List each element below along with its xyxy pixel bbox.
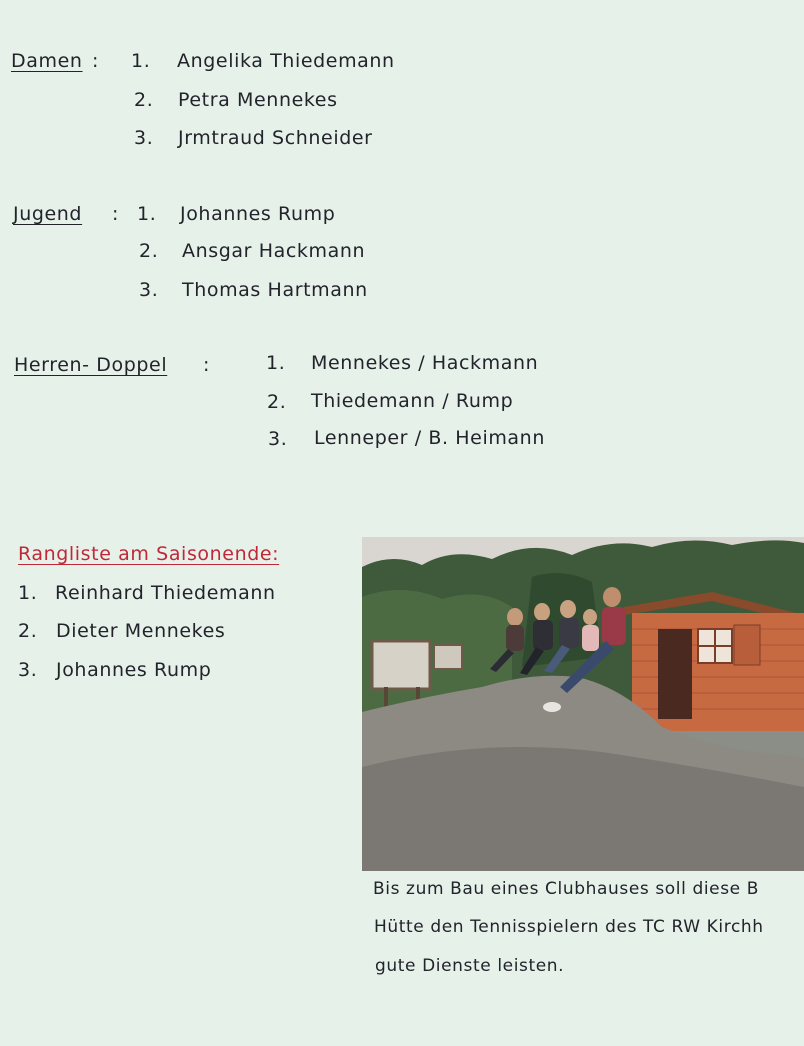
jugend-name-2: Ansgar Hackmann — [182, 240, 366, 262]
jugend-name-1: Johannes Rump — [180, 203, 336, 225]
herren-doppel-rank-2: 2. — [267, 391, 287, 413]
rangliste-heading: Rangliste am Saisonende: — [18, 543, 280, 565]
herren-doppel-rank-1: 1. — [266, 352, 286, 374]
damen-rank-3: 3. — [134, 127, 154, 149]
photo-caption-line-1: Bis zum Bau eines Clubhauses soll diese B — [373, 879, 760, 899]
damen-heading: Damen — [11, 50, 83, 72]
herren-doppel-heading: Herren- Doppel — [14, 354, 168, 376]
damen-rank-2: 2. — [134, 89, 154, 111]
photo-caption-line-2: Hütte den Tennisspielern des TC RW Kirchh — [374, 917, 764, 937]
herren-doppel-rank-3: 3. — [268, 428, 288, 450]
damen-name-2: Petra Mennekes — [178, 89, 338, 111]
rangliste-name-3: Johannes Rump — [56, 659, 212, 681]
jugend-name-3: Thomas Hartmann — [182, 279, 368, 301]
photo-illustration — [362, 537, 804, 871]
jugend-rank-2: 2. — [139, 240, 159, 262]
rangliste-rank-2: 2. — [18, 620, 38, 642]
rangliste-rank-1: 1. — [18, 582, 38, 604]
jugend-heading: Jugend — [13, 203, 83, 225]
rangliste-rank-3: 3. — [18, 659, 38, 681]
rangliste-name-1: Reinhard Thiedemann — [55, 582, 276, 604]
jugend-rank-3: 3. — [139, 279, 159, 301]
herren-doppel-name-1: Mennekes / Hackmann — [311, 352, 539, 374]
herren-doppel-name-3: Lenneper / B. Heimann — [314, 427, 545, 449]
damen-name-3: Jrmtraud Schneider — [178, 127, 373, 149]
herren-doppel-colon: : — [203, 354, 211, 376]
photo-caption-line-3: gute Dienste leisten. — [375, 956, 565, 976]
rangliste-name-2: Dieter Mennekes — [56, 620, 226, 642]
herren-doppel-name-2: Thiedemann / Rump — [311, 390, 514, 412]
damen-name-1: Angelika Thiedemann — [177, 50, 395, 72]
damen-colon: : — [92, 50, 100, 72]
club-hut-photo — [362, 537, 804, 871]
jugend-rank-1: 1. — [137, 203, 157, 225]
damen-rank-1: 1. — [131, 50, 151, 72]
jugend-colon: : — [112, 203, 120, 225]
